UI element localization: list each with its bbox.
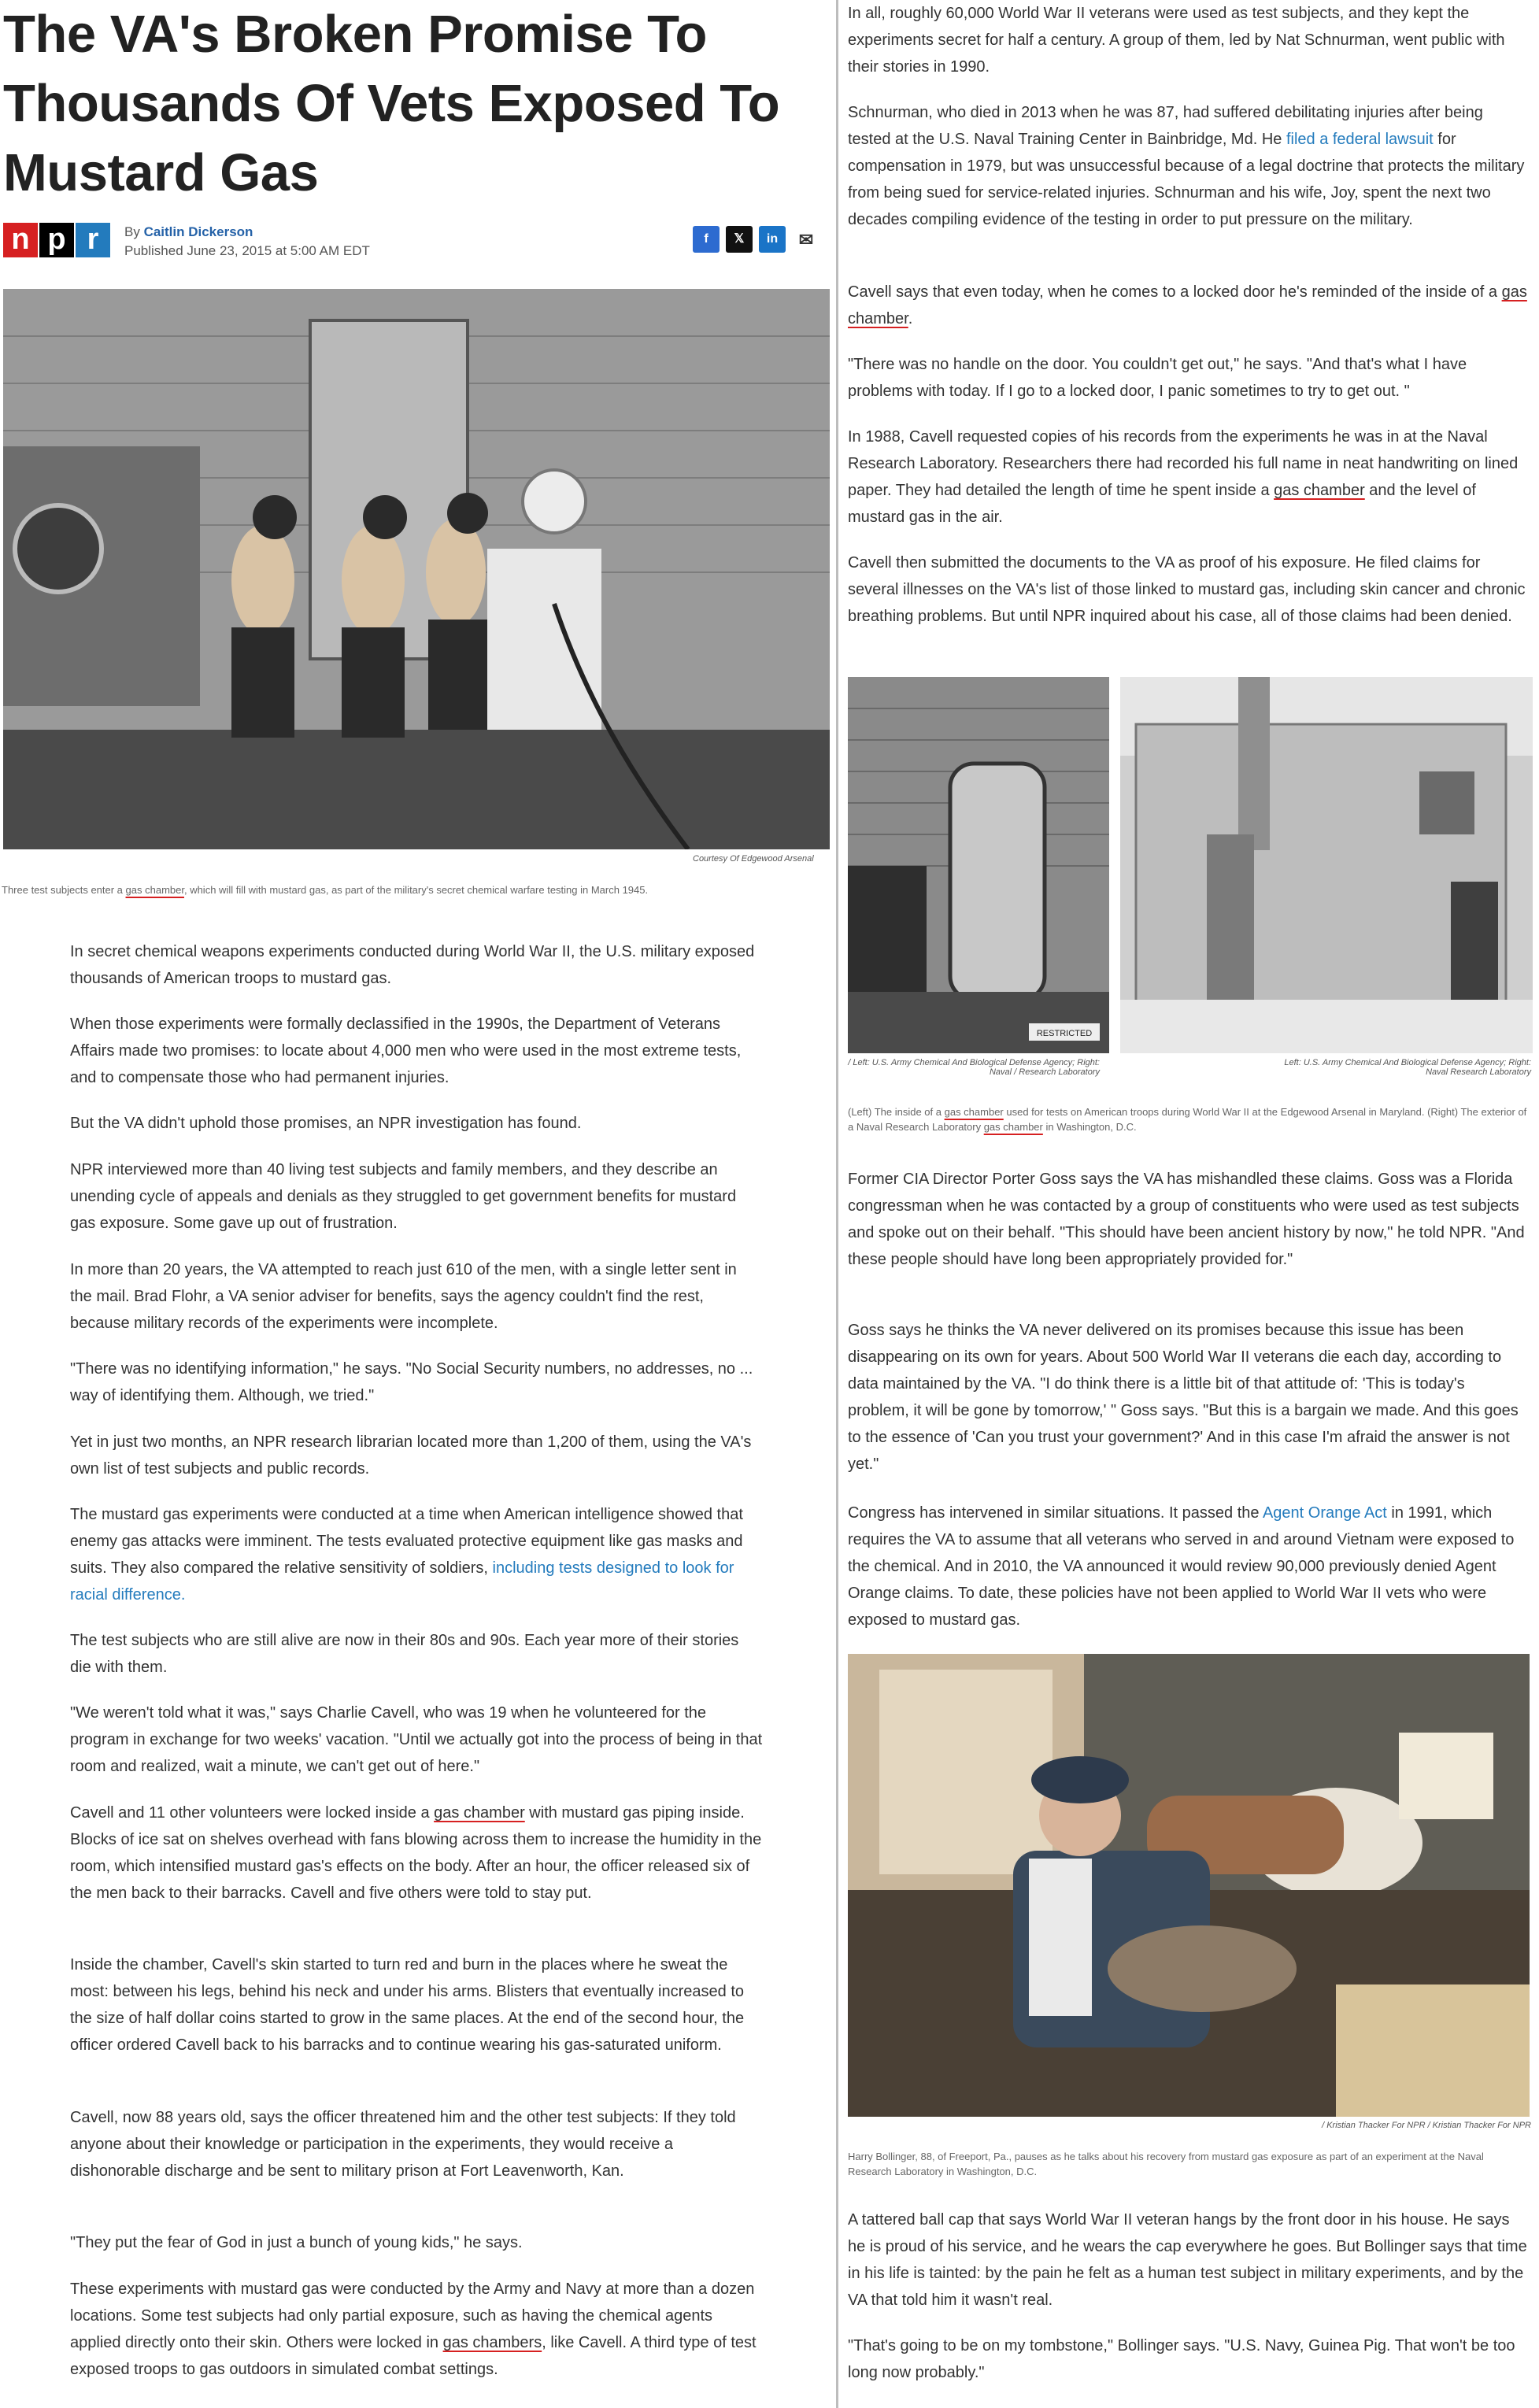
logo-letter-r: r	[76, 223, 110, 257]
right-paragraph-3-highlight: gas chamber	[848, 283, 1527, 327]
paragraph-6: "There was no identifying information," he says. "No Social Security numbers, no addresses, no ... way of identifying them. Although, we tried."	[70, 1360, 753, 1404]
x-icon[interactable]: 𝕏	[726, 226, 753, 253]
paragraph-15	[70, 2276, 763, 2383]
logo-letter-p: p	[39, 223, 74, 257]
right-paragraph-3	[848, 279, 1530, 332]
paragraph-4: NPR interviewed more than 40 living test subjects and family members, and they describe an unending cycle of appeals and denials as they struggled to get government benefits for mustard gas exposure. Some gave up out of frustration.	[70, 1161, 737, 1232]
right-paragraph-4: "There was no handle on the door. You couldn't get out," he says. "And that's what I have problems with today. If I go to a locked door, I panic sometimes to try to get out. "	[848, 356, 1467, 400]
right-paragraph-2-text-a: Schnurman, who died in 2013 when he was 87, had suffered debilitating injuries after being tested at the U.S. Naval Training Center in Bainbridge, Md. He	[848, 104, 1483, 148]
paragraph-15-text-b: , like Cavell. A third type of test exposed troops to gas outdoors in simulated combat settings.	[70, 2334, 757, 2378]
paragraph-2: When those experiments were formally declassified in the 1990s, the Department of Veterans Affairs made two promises: to locate about 4,000 men who were used in the most extreme tests, and to compensate those who had permanent injuries.	[70, 1015, 742, 1086]
paragraph-8	[70, 1501, 763, 1608]
portrait-photo-credit: / Kristian Thacker For NPR / Kristian Thacker For NPR	[1322, 2121, 1531, 2130]
paragraph-15-text-a: These experiments with mustard gas were conducted by the Army and Navy at more than a dozen locations. Some test subjects had only partial exposure, such as having the chemical agents applied directly onto their skin. Others were locked in	[70, 2280, 755, 2351]
main-photo-caption	[2, 882, 828, 897]
right-column	[836, 0, 1539, 2408]
author-link[interactable]: Caitlin Dickerson	[143, 224, 253, 239]
right-paragraph-5-highlight: gas chamber	[1274, 482, 1365, 499]
right-paragraph-5-text-a: In 1988, Cavell requested copies of his records from the experiments he was in at the Naval Research Laboratory. Researchers there had recorded his full name in neat handwriting on lined paper. They had detailed the length of time he spent inside a	[848, 428, 1519, 499]
main-photo-credit-line: Courtesy Of Edgewood Arsenal	[693, 854, 814, 864]
paragraph-12: Inside the chamber, Cavell's skin started to turn red and burn in the places where he sweat the most: between his legs, behind his neck and under his arms. Blisters that eventually increased to the size of half dollar coins started to grow in the same places. At the end of the second hour, the officer ordered Cavell back to his barracks and to continue wearing his gas-saturated uniform.	[70, 1956, 745, 2054]
exterior-photo-art	[1120, 677, 1533, 1053]
byline	[124, 223, 370, 261]
portrait-photo-art	[848, 1654, 1530, 2117]
paired-photo-caption	[848, 1104, 1530, 1134]
right-paragraph-5	[848, 424, 1530, 531]
caption-text-b: , which will fill with mustard gas, as part of the military's secret chemical warfare testing in March 1945.	[183, 884, 649, 896]
paragraph-14: "They put the fear of God in just a bunch of young kids," he says.	[70, 2234, 523, 2251]
gas-chamber-exterior-photo[interactable]	[1120, 677, 1533, 1053]
right-paragraph-5-text-b: and the level of mustard gas in the air.	[848, 482, 1476, 526]
right-paragraph-10: A tattered ball cap that says World War II veteran hangs by the front door in his house. He says he is proud of his service, and he wears the cap everywhere he goes. But Bollinger says that time in his life is tainted: by the pain he felt as a human test subject in military experiments, and by the VA that told him it wasn't real.	[848, 2211, 1527, 2309]
main-photo[interactable]	[3, 289, 830, 849]
paragraph-3: But the VA didn't uphold those promises, an NPR investigation has found.	[70, 1115, 582, 1132]
paired-caption-b: used for tests on American troops during World War II at the Edgewood Arsenal in Maryland. (Right) The exterior of a Naval Research Laboratory	[848, 1106, 1527, 1133]
publish-date: Published June 23, 2015 at 5:00 AM EDT	[124, 243, 370, 258]
paragraph-11	[70, 1800, 763, 1907]
caption-highlight: gas chamber	[125, 884, 184, 896]
npr-logo[interactable]	[3, 223, 112, 257]
right-paragraph-9-text-a: Congress has intervened in similar situations. It passed the	[848, 1504, 1263, 1522]
article-headline: The VA's Broken Promise To Thousands Of Vets Exposed To Mustard Gas	[3, 5, 780, 202]
right-paragraph-8: Goss says he thinks the VA never delivered on its promises because this issue has been disappearing on its own for years. About 500 World War II veterans die each day, according to data maintained by the VA. "I do think there is a little bit of that attitude of: 'This is today's problem, it will be gone by tomorrow,' " Goss says. "But this is a bargain we made. And this goes to the essence of 'Can you trust your government?' And in this case I'm afraid the answer is not yet."	[848, 1322, 1519, 1473]
paragraph-1: In secret chemical weapons experiments conducted during World War II, the U.S. military exposed thousands of American troops to mustard gas.	[70, 943, 755, 987]
paragraph-10: "We weren't told what it was," says Charlie Cavell, who was 19 when he volunteered for the program in exchange for two weeks' vacation. "Until we actually got into the process of being in that room and realized, wait a minute, we can't get out of here."	[70, 1704, 763, 1775]
right-paragraph-6: Cavell then submitted the documents to the VA as proof of his exposure. He filed claims for several illnesses on the VA's list of those linked to mustard gas, including skin cancer and chronic breathing problems. But until NPR inquired about his case, all of those claims had been denied.	[848, 554, 1526, 625]
paragraph-11-text-b: with mustard gas piping inside. Blocks of ice sat on shelves overhead with fans blowing across them to increase the humidity in the room, which intensified mustard gas's effects on the body. After an hour, the officer released six of the men back to their barracks. Cavell and five others were told to stay put.	[70, 1804, 762, 1902]
gas-chamber-interior-photo[interactable]	[848, 677, 1109, 1053]
paired-photo-credit-right: Left: U.S. Army Chemical And Biological Defense Agency; Right: Naval Research Laboratory	[1284, 1058, 1531, 1077]
right-paragraph-2-text-b: for compensation in 1979, but was unsuccessful because of a legal doctrine that protects the military from being sued for service-related injuries. Schnurman and his wife, Joy, spent the next two decades compiling evidence of the testing in order to put pressure on the military.	[848, 131, 1525, 228]
email-icon[interactable]: ✉	[792, 226, 820, 254]
paragraph-7: Yet in just two months, an NPR research librarian located more than 1,200 of them, using the VA's own list of test subjects and public records.	[70, 1433, 752, 1478]
paired-photo-credit-left: / Left: U.S. Army Chemical And Biological Defense Agency; Right: Naval / Research Laboratory	[848, 1058, 1100, 1077]
restricted-sign-text: RESTRICTED	[1036, 1029, 1093, 1038]
right-paragraph-2	[848, 99, 1530, 233]
paired-caption-highlight-1: gas chamber	[944, 1106, 1004, 1118]
right-paragraph-3-text-a: Cavell says that even today, when he comes to a locked door he's reminded of the inside of a	[848, 283, 1502, 301]
paired-caption-c: in Washington, D.C.	[1042, 1121, 1137, 1133]
paragraph-9: The test subjects who are still alive are now in their 80s and 90s. Each year more of their stories die with them.	[70, 1632, 739, 1676]
paired-caption-a: (Left) The inside of a	[848, 1106, 945, 1118]
right-paragraph-7: Former CIA Director Porter Goss says the VA has mishandled these claims. Goss was a Florida congressman when he was contacted by a group of constituents who were used as test subjects and spoke out on their behalf. "This should have been ancient history by now," he told NPR. "And these people should have long been appropriately provided for."	[848, 1171, 1525, 1268]
paragraph-11-text-a: Cavell and 11 other volunteers were locked inside a	[70, 1804, 435, 1822]
logo-letter-n: n	[3, 223, 38, 257]
right-paragraph-3-text-b: .	[908, 310, 913, 327]
right-paragraph-1: In all, roughly 60,000 World War II veterans were used as test subjects, and they kept the experiments secret for half a century. A group of them, led by Nat Schnurman, went public with their stories in 1990.	[848, 5, 1505, 76]
paragraph-5: In more than 20 years, the VA attempted to reach just 610 of the men, with a single letter sent in the mail. Brad Flohr, a VA senior adviser for benefits, says the agency couldn't find the rest, because military records of the experiments were incomplete.	[70, 1261, 737, 1332]
right-paragraph-11: "That's going to be on my tombstone," Bollinger says. "U.S. Navy, Guinea Pig. That won't be too long now probably."	[848, 2337, 1515, 2381]
linkedin-icon[interactable]: in	[759, 226, 786, 253]
caption-text-a: Three test subjects enter a	[2, 884, 126, 896]
paragraph-15-highlight: gas chambers	[442, 2334, 542, 2351]
right-paragraph-9-text-b: in 1991, which requires the VA to assume that all veterans who served in and around Vietnam were exposed to the chemical. And in 2010, the VA announced it would review 90,000 previously denied Agent Orange claims. To date, these policies have not been applied to World War II vets who were exposed to mustard gas.	[848, 1504, 1515, 1629]
facebook-icon[interactable]: f	[693, 226, 720, 253]
share-bar	[693, 226, 820, 254]
paragraph-8-text: The mustard gas experiments were conducted at a time when American intelligence showed that enemy gas attacks were imminent. The tests evaluated protective equipment like gas masks and suits. They also compared the relative sensitivity of soldiers,	[70, 1506, 743, 1577]
right-paragraph-9	[848, 1500, 1530, 1633]
byline-prefix: By	[124, 224, 144, 239]
paragraph-11-highlight: gas chamber	[434, 1804, 525, 1822]
bollinger-portrait-photo[interactable]	[848, 1654, 1530, 2117]
main-photo-art	[3, 289, 830, 849]
agent-orange-act-link[interactable]: Agent Orange Act	[1262, 1504, 1387, 1522]
paired-caption-highlight-2: gas chamber	[983, 1121, 1043, 1133]
portrait-photo-caption: Harry Bollinger, 88, of Freeport, Pa., pauses as he talks about his recovery from mustard gas exposure as part of an experiment at the Naval Research Laboratory in Washington, D.C.	[848, 2151, 1484, 2177]
interior-photo-art	[848, 677, 1109, 1053]
federal-lawsuit-link[interactable]: filed a federal lawsuit	[1286, 131, 1434, 148]
paragraph-13: Cavell, now 88 years old, says the officer threatened him and the other test subjects: If they told anyone about their knowledge or participation in the experiments, they would receive a dishonorable discharge and be sent to military prison at Fort Leavenworth, Kan.	[70, 2109, 736, 2180]
racial-difference-link[interactable]: including tests designed to look for racial difference.	[70, 1559, 734, 1603]
